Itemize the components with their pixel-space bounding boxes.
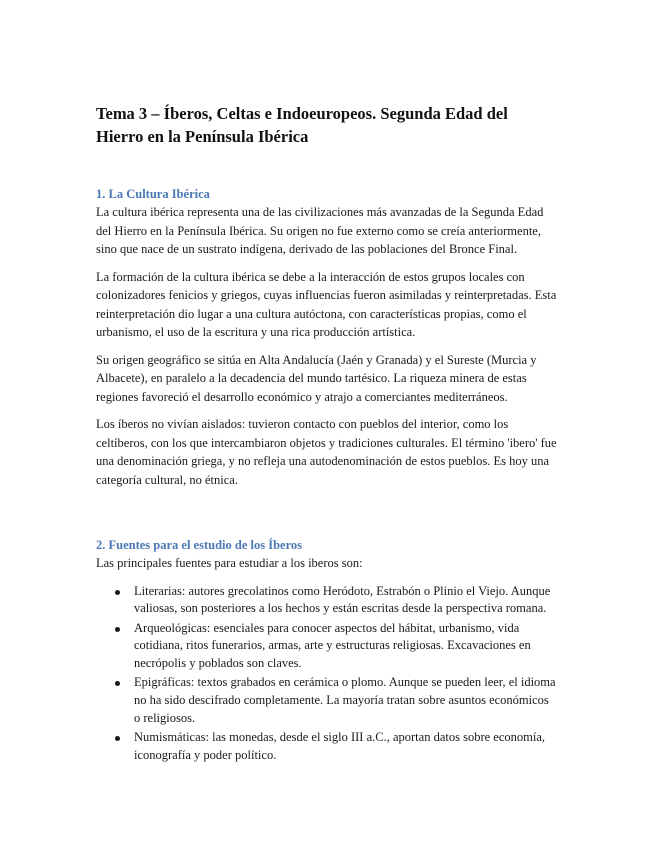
section-heading: 1. La Cultura Ibérica <box>96 187 210 201</box>
bullet-icon <box>115 627 120 632</box>
bullet-icon <box>115 736 120 741</box>
bullet-list <box>96 583 558 765</box>
list-item <box>96 620 558 673</box>
paragraph: Su origen geográfico se sitúa en Alta Andalucía (Jaén y Granada) y el Sureste (Murcia y Albacete), en paralelo a la decadencia del mundo tartésico. La riqueza minera de estas regiones favoreció el desarrollo económico y atrajo a comerciantes mediterráneos. <box>96 352 537 404</box>
list-item <box>96 729 558 764</box>
paragraph: La cultura ibérica representa una de las civilizaciones más avanzadas de la Segunda Edad del Hierro en la Península Ibérica. Su origen no fue externo como se creía anteriormente, sino que nace de un sustrato indígena, derivado de las poblaciones del Bronce Final. <box>96 205 544 256</box>
paragraph: La formación de la cultura ibérica se debe a la interacción de estos grupos locales con colonizadores fenicios y griegos, cuyas influencias fueron asimiladas y reinterpretadas. Esta reinterpretación dio lugar a una cultura autóctona, con características propias, como el urbanismo, el uso de la escritura y una rica producción artística. <box>96 269 557 339</box>
document-page <box>96 102 558 766</box>
list-item-text: Numismáticas: las monedas, desde el siglo III a.C., aportan datos sobre economía, iconografía y poder político. <box>134 730 546 762</box>
list-item <box>96 583 558 618</box>
section-fuentes <box>96 537 558 764</box>
list-item <box>96 674 558 727</box>
paragraph: Los íberos no vivían aislados: tuvieron contacto con pueblos del interior, como los celtíberos, con los que intercambiaron objetos y tradiciones culturales. El término 'ibero' fue una denominación griega, y no refleja una autodenominación de estos pueblos. Es hoy una categoría cultural, no étnica. <box>96 417 557 487</box>
bullet-icon <box>115 681 120 686</box>
list-item-text: Literarias: autores grecolatinos como Heródoto, Estrabón o Plinio el Viejo. Aunque valiosas, son posteriores a los hechos y están escritas desde la perspectiva romana. <box>134 583 551 616</box>
bullet-icon <box>115 590 120 595</box>
document-title: Tema 3 – Íberos, Celtas e Indoeuropeos. Segunda Edad del Hierro en la Península Ibérica <box>96 104 508 146</box>
section-heading: 2. Fuentes para el estudio de los Íberos <box>96 538 303 552</box>
list-item-text: Arqueológicas: esenciales para conocer aspectos del hábitat, urbanismo, vida cotidiana, ritos funerarios, armas, arte y estructuras religiosas. Excavaciones en necrópolis y poblados son claves. <box>134 620 531 670</box>
list-item-text: Epigráficas: textos grabados en cerámica o plomo. Aunque se pueden leer, el idioma no ha sido descifrado completamente. La mayoría tratan sobre asuntos económicos o religiosos. <box>134 675 556 725</box>
section-intro: Las principales fuentes para estudiar a los iberos son: <box>96 556 363 570</box>
section-cultura-iberica <box>96 186 558 489</box>
